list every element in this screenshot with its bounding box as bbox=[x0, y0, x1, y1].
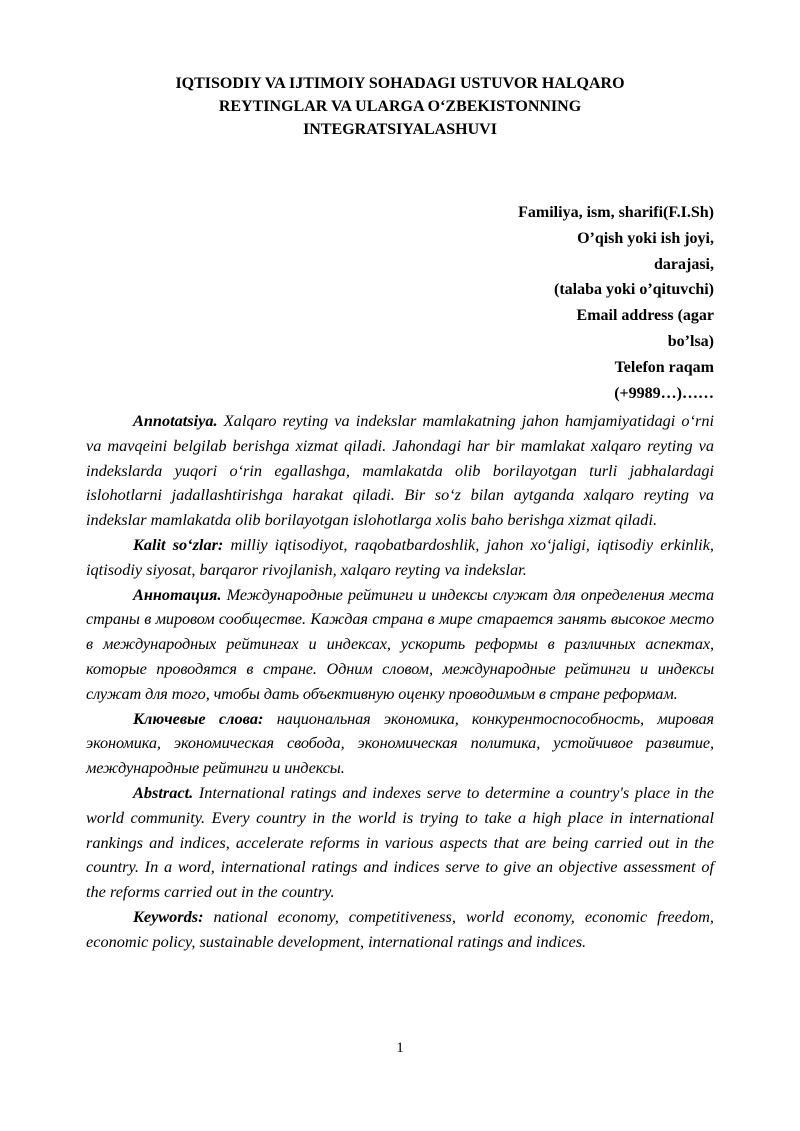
abstract-en-text: International ratings and indexes serve to determine a country's place in the world community. Every country in the world is trying to take a high place in international rankings and indices, accelerate reforms in various aspects that are being carried out in the country. In a word, international ratings and indices serve to give an objective assessment of the reforms carried out in the country. bbox=[86, 782, 715, 902]
keywords-ru-label: Ключевые слова: bbox=[133, 708, 264, 728]
annotation-uz bbox=[86, 409, 714, 533]
title-line-1: IQTISODIY VA IJTIMOIY SOHADAGI USTUVOR HALQARO bbox=[175, 75, 625, 92]
annotation-ru-label: Аннотация. bbox=[133, 584, 222, 604]
document-body bbox=[86, 409, 714, 955]
keywords-uz-label: Kalit so‘zlar: bbox=[133, 534, 224, 554]
keywords-en bbox=[86, 905, 714, 955]
author-email-line: Email address (agar bbox=[576, 307, 714, 325]
title-line-3: INTEGRATSIYALASHUVI bbox=[303, 121, 497, 138]
author-phone-line: Telefon raqam bbox=[614, 358, 714, 376]
author-phone-value: (+9989…)…… bbox=[614, 384, 714, 402]
page-number: 1 bbox=[396, 1040, 404, 1056]
keywords-en-text: national economy, competitiveness, world economy, economic freedom, economic policy, sustainable development, international ratings and indices. bbox=[86, 906, 714, 951]
author-email-line-cont: bo’lsa) bbox=[667, 332, 714, 350]
paper-title bbox=[120, 72, 680, 141]
annotation-ru bbox=[86, 583, 714, 707]
keywords-uz bbox=[86, 533, 714, 583]
annotation-uz-label: Annotatsiya. bbox=[133, 411, 218, 430]
abstract-en bbox=[86, 781, 714, 905]
author-degree-line: darajasi, bbox=[654, 255, 714, 273]
keywords-ru bbox=[86, 707, 714, 781]
author-name-line: Familiya, ism, sharifi(F.I.Sh) bbox=[518, 204, 714, 221]
annotation-uz-text: Xalqaro reyting va indekslar mamlakatning jahon hamjamiyatidagi o‘rni va mavqeini belgilab berishga xizmat qiladi. Jahondagi har bir mamlakat xalqaro reyting va indekslarda yuqori o‘rin egallashga, mamlakatda olib borilayotgan turli jabhalardagi islohotlarni jadallashtirishga harakat qiladi. Bir so‘z bilan aytganda xalqaro reyting va indekslar mamlakatda olib borilayotgan islohotlarga xolis baho berishga xizmat qiladi. bbox=[86, 411, 714, 530]
author-affiliation-line: O’qish yoki ish joyi, bbox=[577, 229, 714, 247]
annotation-ru-text: Международные рейтинги и индексы служат для определения места страны в мировом сообществе. Каждая страна в мире старается занять высокое место в международных рейтингах и индексах, ускорить реформы в различных аспектах, которые проводятся в стране. Одним словом, международные рейтинги и индексы служат для того, чтобы дать объективную оценку проводимым в стране реформам. bbox=[86, 584, 714, 703]
keywords-ru-text: национальная экономика, конкурентоспособность, мировая экономика, экономическая свобода, экономическая политика, устойчивое развитие, международные рейтинги и индексы. bbox=[86, 708, 714, 778]
keywords-en-label: Keywords: bbox=[133, 906, 204, 926]
abstract-en-label: Abstract. bbox=[133, 782, 194, 802]
author-status-line: (talaba yoki o’qituvchi) bbox=[553, 281, 714, 299]
title-line-2: REYTINGLAR VA ULARGA O‘ZBEKISTONNING bbox=[218, 98, 582, 115]
keywords-uz-text: milliy iqtisodiyot, raqobatbardoshlik, jahon xo‘jaligi, iqtisodiy erkinlik, iqtisodiy siyosat, barqaror rivojlanish, xalqaro reyting va indekslar. bbox=[86, 534, 714, 579]
author-block bbox=[414, 200, 714, 406]
